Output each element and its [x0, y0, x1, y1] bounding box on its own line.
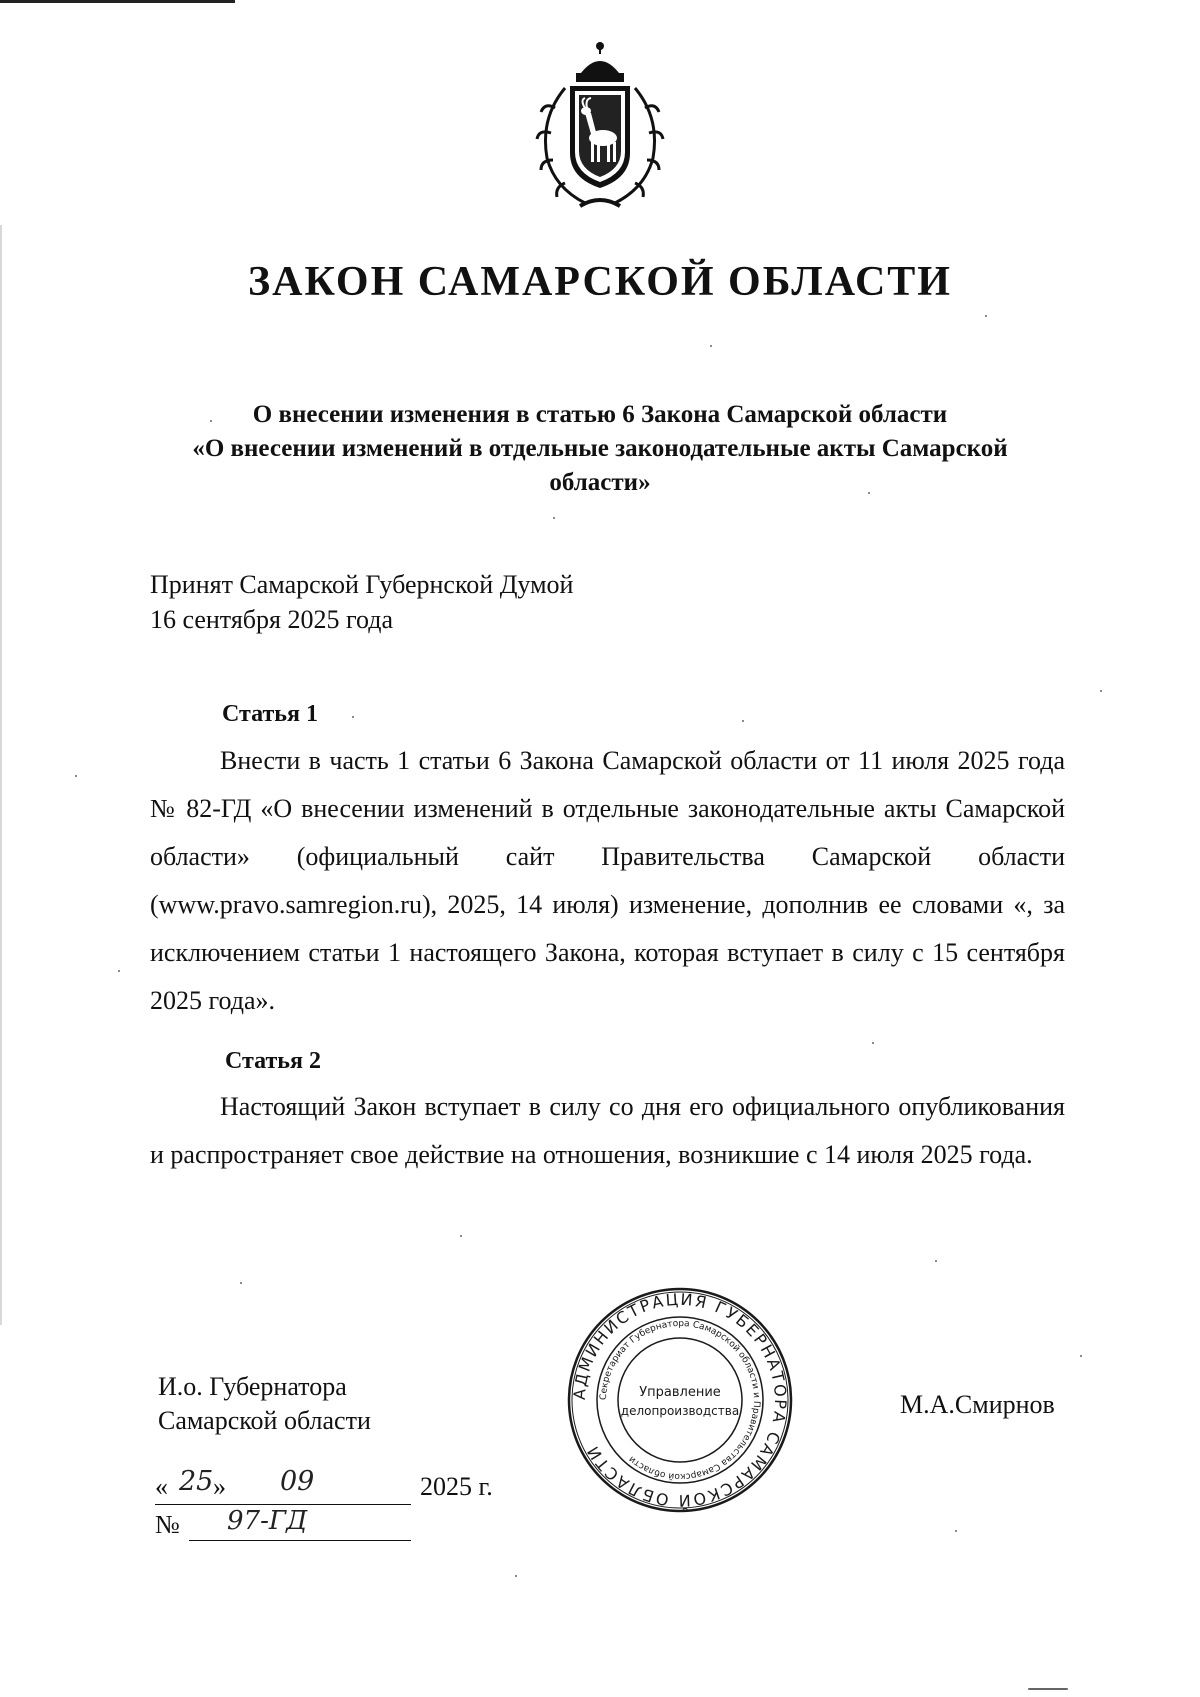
signer-position	[158, 1370, 371, 1438]
adoption-body: Принят Самарской Губернской Думой	[150, 570, 574, 599]
stamp-inner-text: Секретариат Губернатора Самарской области и Правительства Самарской области	[598, 1318, 762, 1482]
article-2-text: Настоящий Закон вступает в силу со дня его официального опубликования и распространяет свое действие на отношения, возникшие с 14 июля 2025 года.	[150, 1092, 1065, 1169]
article-1-heading: Статья 1	[222, 701, 318, 727]
law-subject	[150, 398, 1050, 500]
scan-speck	[710, 345, 712, 347]
adoption-date: 16 сентября 2025 года	[150, 605, 394, 634]
coat-of-arms-emblem	[525, 38, 675, 218]
date-month: 09	[280, 1466, 315, 1497]
shield-icon	[570, 86, 630, 188]
signer-name: М.А.Смирнов	[900, 1390, 1055, 1419]
article-2-heading: Статья 2	[225, 1048, 321, 1074]
scan-speck	[460, 1235, 462, 1237]
scan-speck	[75, 775, 77, 777]
scan-speck	[352, 716, 354, 718]
number-label: №	[155, 1510, 180, 1539]
crown-icon	[577, 42, 623, 81]
stamp-center-line-1: Управление	[639, 1385, 721, 1400]
signer-position-line-1: И.о. Губернатора	[158, 1372, 347, 1401]
date-day: 25	[179, 1466, 214, 1497]
scan-speck	[210, 420, 212, 422]
number-value: 97-ГД	[227, 1506, 308, 1536]
adoption-note	[150, 567, 573, 637]
scan-speck	[118, 970, 120, 972]
date-close-quote: »	[213, 1472, 226, 1501]
scan-speck	[1028, 1688, 1068, 1690]
scan-edge-left	[0, 225, 2, 1325]
subject-line-2: «О внесении изменений в отдельные законодательные акты Самарской	[192, 435, 1008, 462]
scan-speck	[1080, 1355, 1082, 1357]
subject-line-3: области»	[549, 469, 651, 496]
stamp-outer-text: АДМИНИСТРАЦИЯ ГУБЕРНАТОРА САМАРСКОЙ ОБЛАСТИ	[569, 1289, 791, 1511]
date-year: 2025 г.	[420, 1472, 493, 1501]
stamp-center-line-2: делопроизводства	[620, 1404, 740, 1418]
date-open-quote: «	[155, 1472, 168, 1501]
number-underline	[189, 1540, 411, 1541]
scan-speck	[515, 1575, 517, 1577]
signer-position-line-2: Самарской области	[158, 1406, 371, 1435]
scan-speck	[955, 1530, 957, 1532]
subject-line-1: О внесении изменения в статью 6 Закона Самарской области	[252, 401, 948, 428]
scan-speck	[868, 492, 870, 494]
date-underline	[155, 1504, 411, 1505]
scan-speck	[742, 720, 744, 722]
scan-edge-top	[0, 0, 235, 3]
article-1-text: Внести в часть 1 статьи 6 Закона Самарской области от 11 июля 2025 года № 82-ГД «О внесении изменений в отдельные законодательные акты Самарской области» (официальный сайт Правительства Самарской области (www.pravo.samregion.ru), 2025, 14 июля) изменение, дополнив ее словами «, за исключением статьи 1 настоящего Закона, которая вступает в силу с 15 сентября 2025 года».	[150, 746, 1065, 1015]
scan-speck	[985, 315, 987, 317]
scan-speck	[872, 1042, 874, 1044]
scan-speck	[553, 517, 555, 519]
official-stamp	[565, 1285, 795, 1515]
scan-speck	[240, 1282, 242, 1284]
scan-speck	[935, 1260, 937, 1262]
svg-text:Секретариат Губернатора Самарс	[599, 1319, 761, 1481]
document-title: ЗАКОН САМАРСКОЙ ОБЛАСТИ	[248, 259, 952, 305]
scan-speck	[1100, 690, 1102, 692]
